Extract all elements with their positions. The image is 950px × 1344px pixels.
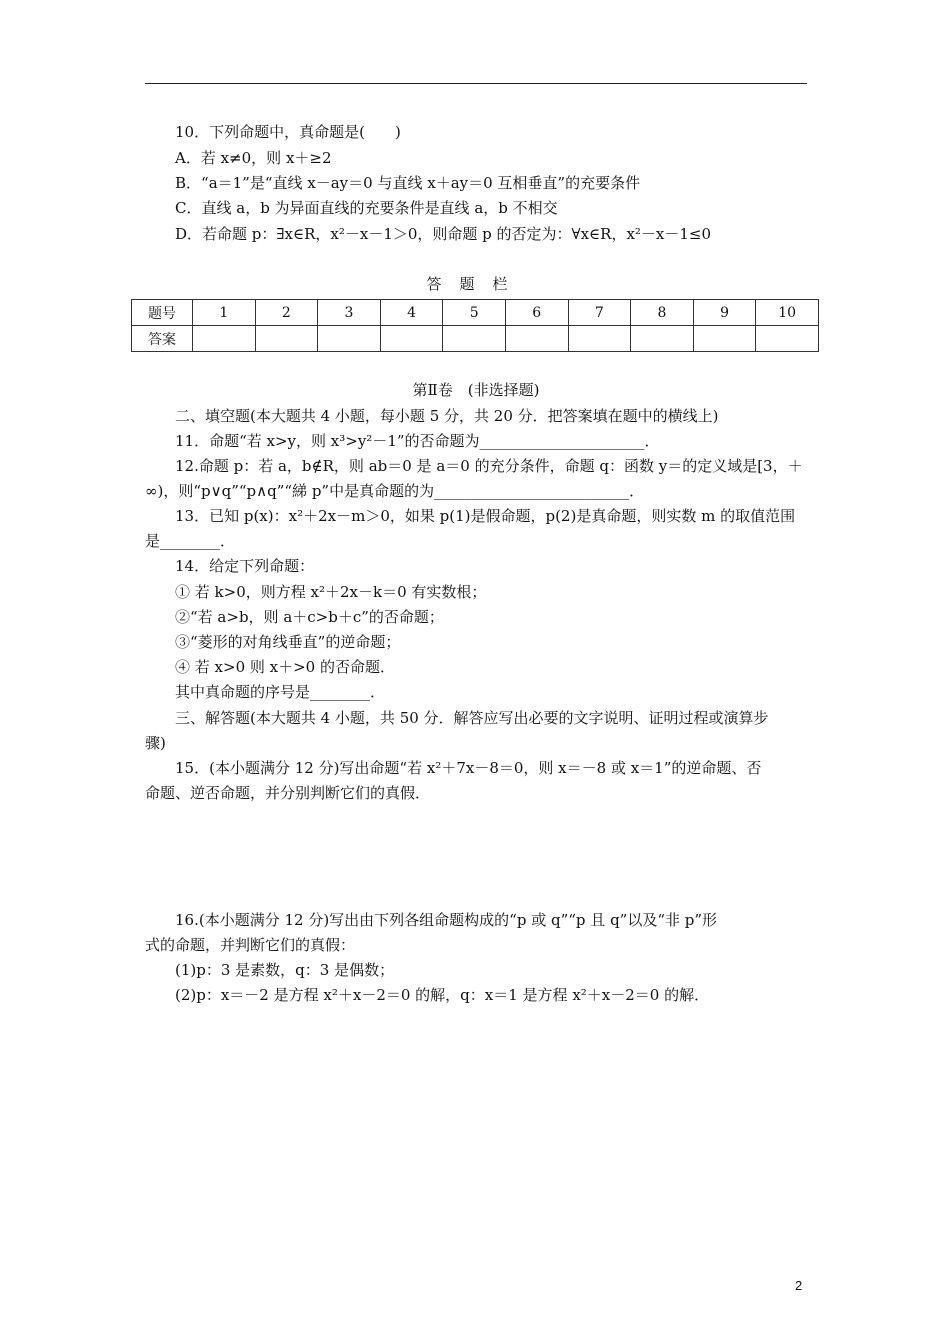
question-number-cell: 7 <box>568 300 631 326</box>
question-number-cell: 4 <box>380 300 443 326</box>
question-number-cell: 9 <box>693 300 756 326</box>
question-number-cell: 1 <box>193 300 256 326</box>
answer-table-row2-header: 答案 <box>132 326 193 352</box>
answer-table-answer-row <box>132 326 819 352</box>
part2-title: 第Ⅱ卷 (非选择题) <box>412 381 540 399</box>
fill-in-heading: 二、填空题(本大题共 4 小题，每小题 5 分，共 20 分．把答案填在题中的横线上) <box>175 407 719 425</box>
solve-heading-line2: 骤) <box>145 734 166 752</box>
question-14-item2: ②“若 a>b，则 a＋c>b＋c”的否命题； <box>175 608 444 626</box>
answer-cell <box>568 326 631 352</box>
answer-cell <box>380 326 443 352</box>
q10-option-a: A．若 x≠0，则 x＋≥2 <box>175 149 332 167</box>
question-number-cell: 2 <box>255 300 318 326</box>
answer-cell <box>631 326 694 352</box>
question-number-cell: 10 <box>756 300 819 326</box>
answer-cell <box>318 326 381 352</box>
q10-option-d: D．若命题 p：∃x∈R，x²－x－1＞0，则命题 p 的否定为：∀x∈R，x²－x－1≤0 <box>175 225 712 243</box>
question-14-item1: ① 若 k>0，则方程 x²＋2x－k＝0 有实数根； <box>175 583 487 601</box>
answer-cell <box>756 326 819 352</box>
answer-table-title: 答题栏 <box>426 275 526 293</box>
question-number-cell: 6 <box>505 300 568 326</box>
page-number: 2 <box>795 1278 803 1293</box>
question-14-item4: ④ 若 x>0 则 x＋>0 的否命题． <box>175 658 395 676</box>
answer-cell <box>443 326 506 352</box>
answer-table-number-row <box>132 300 819 326</box>
answer-cell <box>693 326 756 352</box>
question-12-line1: 12.命题 p：若 a，b∉R，则 ab＝0 是 a＝0 的充分条件，命题 q：函数 y＝的定义域是[3，＋ <box>175 457 803 475</box>
question-12-line2: ∞)，则“p∨q”“p∧q”“綈 p”中是真命题的为__________________________． <box>145 482 645 500</box>
answer-table-row1-header: 题号 <box>132 300 193 326</box>
question-14: 14．给定下列命题： <box>175 557 315 575</box>
question-16-line1: 16.(本小题满分 12 分)写出由下列各组命题构成的“p 或 q”“p 且 q”以及“非 p”形 <box>175 911 718 929</box>
question-16-part1: (1)p：3 是素数，q：3 是偶数； <box>175 961 395 979</box>
question-16-part2: (2)p：x＝－2 是方程 x²＋x－2＝0 的解，q：x＝1 是方程 x²＋x－2＝0 的解． <box>175 986 710 1004</box>
question-13-line2: 是________． <box>145 532 236 550</box>
answer-cell <box>505 326 568 352</box>
question-13-line1: 13．已知 p(x)：x²＋2x－m＞0，如果 p(1)是假命题，p(2)是真命题，则实数 m 的取值范围 <box>175 507 796 525</box>
question-number-cell: 5 <box>443 300 506 326</box>
answer-table <box>131 299 819 352</box>
solve-heading-line1: 三、解答题(本大题共 4 小题，共 50 分．解答应写出必要的文字说明、证明过程或演算步 <box>175 709 769 727</box>
question-14-item3: ③“菱形的对角线垂直”的逆命题； <box>175 633 401 651</box>
q10-option-c: C．直线 a，b 为异面直线的充要条件是直线 a，b 不相交 <box>175 199 558 217</box>
question-16-line2: 式的命题，并判断它们的真假： <box>145 936 356 954</box>
answer-cell <box>193 326 256 352</box>
answer-cell <box>255 326 318 352</box>
header-rule <box>145 83 807 84</box>
question-15-line2: 命题、逆否命题，并分别判断它们的真假． <box>145 784 431 802</box>
question-number-cell: 8 <box>631 300 694 326</box>
q10-stem: 10．下列命题中，真命题是( ) <box>175 123 401 141</box>
question-11: 11．命题“若 x>y，则 x³>y²－1”的否命题为______________________． <box>175 432 660 450</box>
q10-option-b: B．“a＝1”是“直线 x－ay＝0 与直线 x＋ay＝0 互相垂直”的充要条件 <box>175 174 641 192</box>
question-15-line1: 15．(本小题满分 12 分)写出命题“若 x²＋7x－8＝0，则 x＝－8 或 x＝1”的逆命题、否 <box>175 759 762 777</box>
question-number-cell: 3 <box>318 300 381 326</box>
question-14-ending: 其中真命题的序号是________． <box>175 683 386 701</box>
